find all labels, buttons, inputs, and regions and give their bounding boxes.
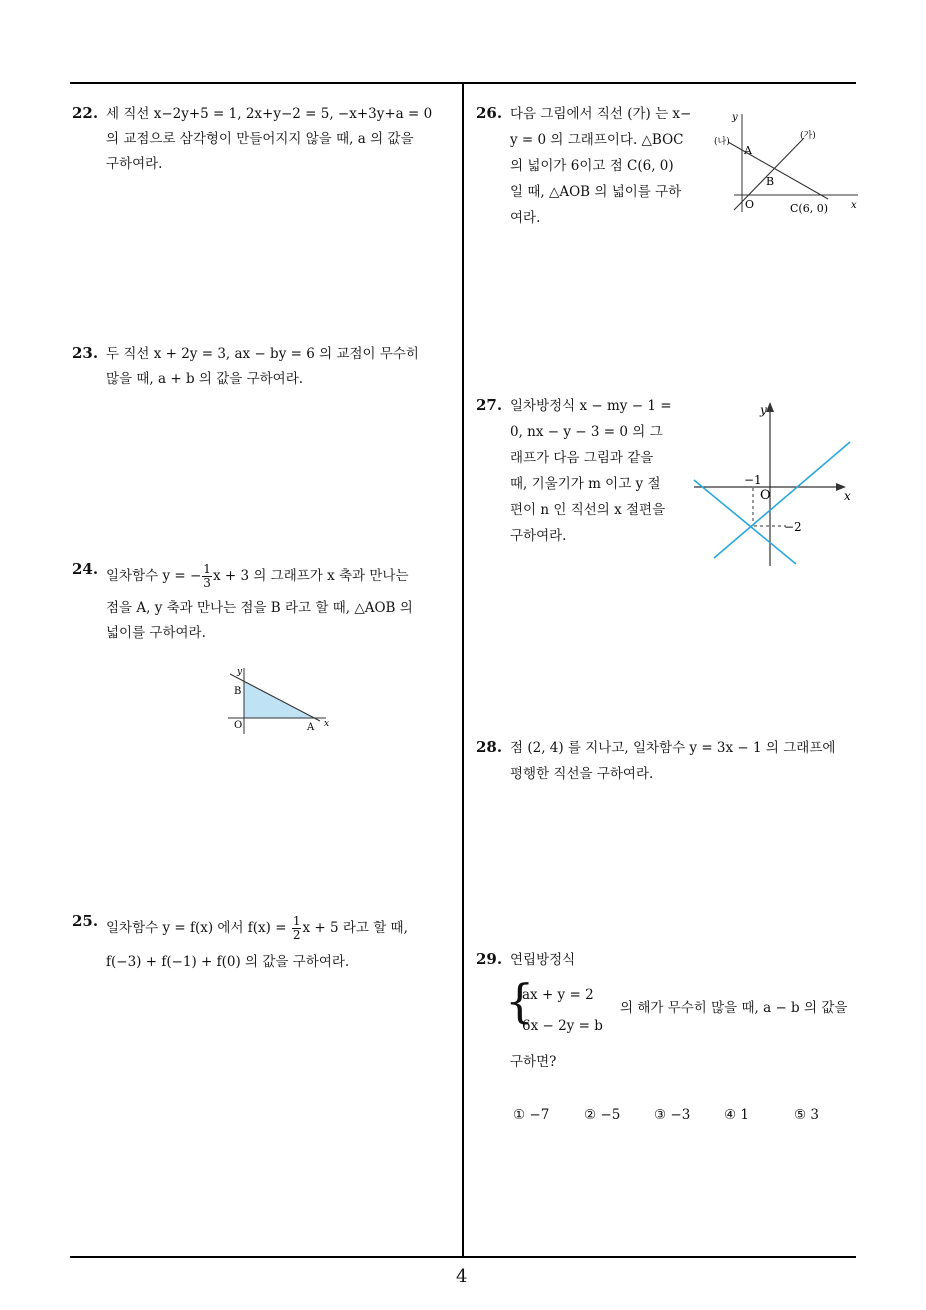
question-line: 래프가 다음 그림과 같을	[510, 450, 654, 466]
choice-3[interactable]: ③ −3	[654, 1107, 691, 1123]
question-intro: 연립방정식	[510, 952, 576, 968]
question-tail: 구하면?	[510, 1054, 557, 1070]
x-intercept-label: −1	[744, 473, 762, 487]
choice-4[interactable]: ④ 1	[724, 1107, 749, 1123]
page-number: 4	[456, 1266, 468, 1287]
question-side-text: 의 해가 무수히 많을 때, a − b 의 값을	[620, 1000, 848, 1016]
y-axis-label: y	[760, 403, 767, 417]
question-line: 평행한 직선을 구하여라.	[510, 766, 654, 782]
triangle-graph	[224, 664, 334, 736]
question-line: 일 때, △AOB 의 넓이를 구하	[510, 184, 682, 200]
question-line: 0, nx − y − 3 = 0 의 그	[510, 424, 663, 440]
text-segment: x + 3 의 그래프가 x 축과 만나는	[212, 568, 409, 584]
y-axis-arrow	[766, 402, 774, 412]
text-segment: x + 5 라고 할 때,	[302, 920, 408, 936]
x-axis-label: x	[844, 489, 851, 503]
question-line: 다음 그림에서 직선 (가) 는 x−	[510, 106, 692, 122]
origin-label: O	[760, 488, 771, 503]
question-line: 구하여라.	[510, 528, 567, 544]
question-number: 24.	[72, 560, 99, 578]
system-brace: {	[505, 974, 535, 1028]
line-one	[694, 480, 796, 564]
question-line: 많을 때, a + b 의 값을 구하여라.	[106, 371, 304, 387]
fraction-denominator: 2	[292, 928, 301, 942]
point-a-label: A	[744, 144, 752, 157]
choice-1[interactable]: ① −7	[513, 1107, 550, 1123]
question-line-1	[106, 563, 409, 590]
fraction-numerator: 1	[203, 562, 211, 576]
equation-2: 6x − 2y = b	[522, 1018, 603, 1034]
question-line: 넓이를 구하여라.	[106, 625, 206, 641]
question-line-1	[106, 915, 408, 942]
choice-5[interactable]: ⑤ 3	[794, 1107, 819, 1123]
bottom-rule	[70, 1256, 856, 1258]
question-line: 두 직선 x + 2y = 3, ax − by = 6 의 교점이 무수히	[106, 346, 419, 362]
question-number: 28.	[476, 738, 503, 756]
question-line: f(−3) + f(−1) + f(0) 의 값을 구하여라.	[106, 954, 350, 970]
question-line: 일차방정식 x − my − 1 =	[510, 398, 672, 414]
question-line: 구하여라.	[106, 156, 163, 172]
line-na	[728, 142, 828, 199]
y-axis-label: y	[732, 112, 738, 123]
two-lines-graph	[690, 400, 860, 570]
point-b-label: B	[766, 175, 775, 188]
point-c-label: C(6, 0)	[790, 202, 828, 215]
question-line: 편이 n 인 직선의 x 절편을	[510, 502, 666, 518]
line-two	[714, 442, 850, 558]
line-ga-label: (가)	[800, 131, 816, 141]
choice-2[interactable]: ② −5	[584, 1107, 621, 1123]
line-na-label: (나)	[714, 137, 730, 147]
question-number: 27.	[476, 396, 503, 414]
column-divider	[462, 84, 464, 1258]
fraction-denominator: 3	[203, 576, 211, 590]
origin-label: O	[745, 198, 755, 211]
question-line: 점 (2, 4) 를 지나고, 일차함수 y = 3x − 1 의 그래프에	[510, 740, 836, 756]
question-line: 의 교점으로 삼각형이 만들어지지 않을 때, a 의 값을	[106, 131, 414, 147]
question-number: 23.	[72, 344, 99, 362]
y-intercept-label: −2	[784, 520, 802, 534]
question-line: 의 넓이가 6이고 점 C(6, 0)	[510, 158, 674, 174]
text-segment: 일차함수 y = −	[106, 568, 202, 584]
fraction	[202, 563, 212, 590]
equation-1: ax + y = 2	[522, 987, 594, 1003]
question-number: 26.	[476, 104, 503, 122]
text-segment: 일차함수 y = f(x) 에서 f(x) =	[106, 920, 291, 936]
point-b-label: B	[234, 686, 242, 697]
question-line: 여라.	[510, 210, 541, 226]
x-axis-label: x	[324, 719, 330, 729]
line-intersection-graph	[712, 108, 864, 220]
question-line: 때, 기울기가 m 이고 y 절	[510, 476, 661, 492]
point-a-label: A	[307, 722, 315, 733]
x-axis-label: x	[851, 200, 857, 211]
question-line: 점을 A, y 축과 만나는 점을 B 라고 할 때, △AOB 의	[106, 600, 413, 616]
question-number: 25.	[72, 912, 99, 930]
origin-label: O	[234, 720, 243, 731]
question-number: 29.	[476, 950, 503, 968]
fraction-numerator: 1	[292, 914, 301, 928]
fraction	[292, 915, 302, 942]
question-number: 22.	[72, 104, 99, 122]
y-axis-label: y	[237, 667, 243, 677]
question-line: y = 0 의 그래프이다. △BOC	[510, 132, 684, 148]
question-line: 세 직선 x−2y+5 = 1, 2x+y−2 = 5, −x+3y+a = 0	[106, 106, 433, 122]
